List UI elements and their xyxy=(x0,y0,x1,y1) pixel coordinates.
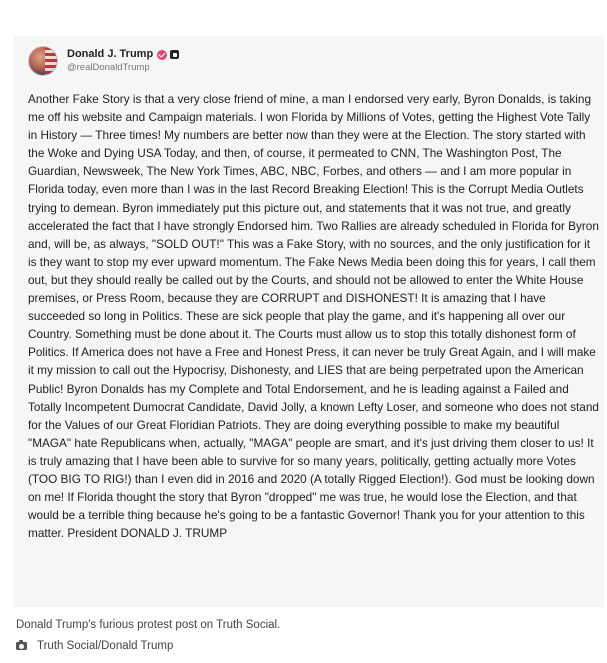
flag-graphic xyxy=(45,47,57,75)
author-display-name[interactable]: Donald J. Trump xyxy=(67,48,154,60)
name-row xyxy=(67,48,179,61)
camera-icon xyxy=(16,642,27,650)
affiliation-icon xyxy=(170,50,179,59)
post-header xyxy=(28,46,179,76)
verified-badge-icon xyxy=(157,50,167,60)
post-body-text: Another Fake Story is that a very close friend of mine, a man I endorsed very early, Byron Donalds, is taking me off his website and Campaign materials. I won Florida by Millions of Votes, getting the Highest Vote Tally in History — Three times! My numbers are better now than they were at the Election. The story started with the Woke and Dying USA Today, and then, of course, it permeated to CNN, The Washington Post, The Guardian, Newsweek, The New York Times, ABC, NBC, Forbes, and others — and I am more popular in Florida today, even more than I was in the last Record Breaking Election! This is the Corrupt Media Outlets trying to demean. Byron immediately put this picture out, and statements that it was not true, and greatly accelerated the fact that I have strongly Endorsed him. Two Rallies are already scheduled in Florida for Byron and, will be, as always, "SOLD OUT!" This was a Fake Story, with no sources, and the only justification for it is they want to stop my ever upward momentum. The Fake News Media been doing this for years, I call them out, but they should really be called out by the Courts, and should not be allowed to enter the White House premises, or Press Room, because they are CORRUPT and DISHONEST! It is amazing that I have succeeded so long in Politics. These are sick people that play the game, and it's happening all over our Country. Something must be done about it. The Courts must allow us to stop this totally dishonest form of Politics. If America does not have a Free and Honest Press, it can never be truly Great Again, and I will make it my mission to call out the Hypocrisy, Dishonesty, and LIES that are being perpetrated upon the American Public! Byron Donalds has my Complete and Total Endorsement, and he is leading against a Failed and Totally Incompetent Dumocrat Candidate, David Jolly, a known Lefty Loser, and someone who does not stand for the Values of our Great Floridian Patriots. They are doing everything possible to make my beautiful "MAGA" hate Republicans when, actually, "MAGA" people are smart, and it's just driving them closer to us! It is truly amazing that I have been able to survive for so many years, politically, getting actually more Votes (TOO BIG TO RIG!) than I even did in 2016 and 2020 (A totally Rigged Election!). God must be looking down on me! If Florida thought the story that Byron "dropped" me was true, he would lose the Election, and that would be a terrible thing because he's going to be a fantastic Governor! Thank you for your attention to this matter. President DONALD J. TRUMP xyxy=(28,92,599,541)
author-info xyxy=(67,48,179,74)
post-card xyxy=(14,36,604,607)
avatar[interactable] xyxy=(28,46,58,76)
credit-text: Truth Social/Donald Trump xyxy=(37,640,174,652)
author-handle[interactable]: @realDonaldTrump xyxy=(67,62,150,73)
image-credit xyxy=(16,640,173,652)
image-caption: Donald Trump's furious protest post on Truth Social. xyxy=(16,619,281,631)
